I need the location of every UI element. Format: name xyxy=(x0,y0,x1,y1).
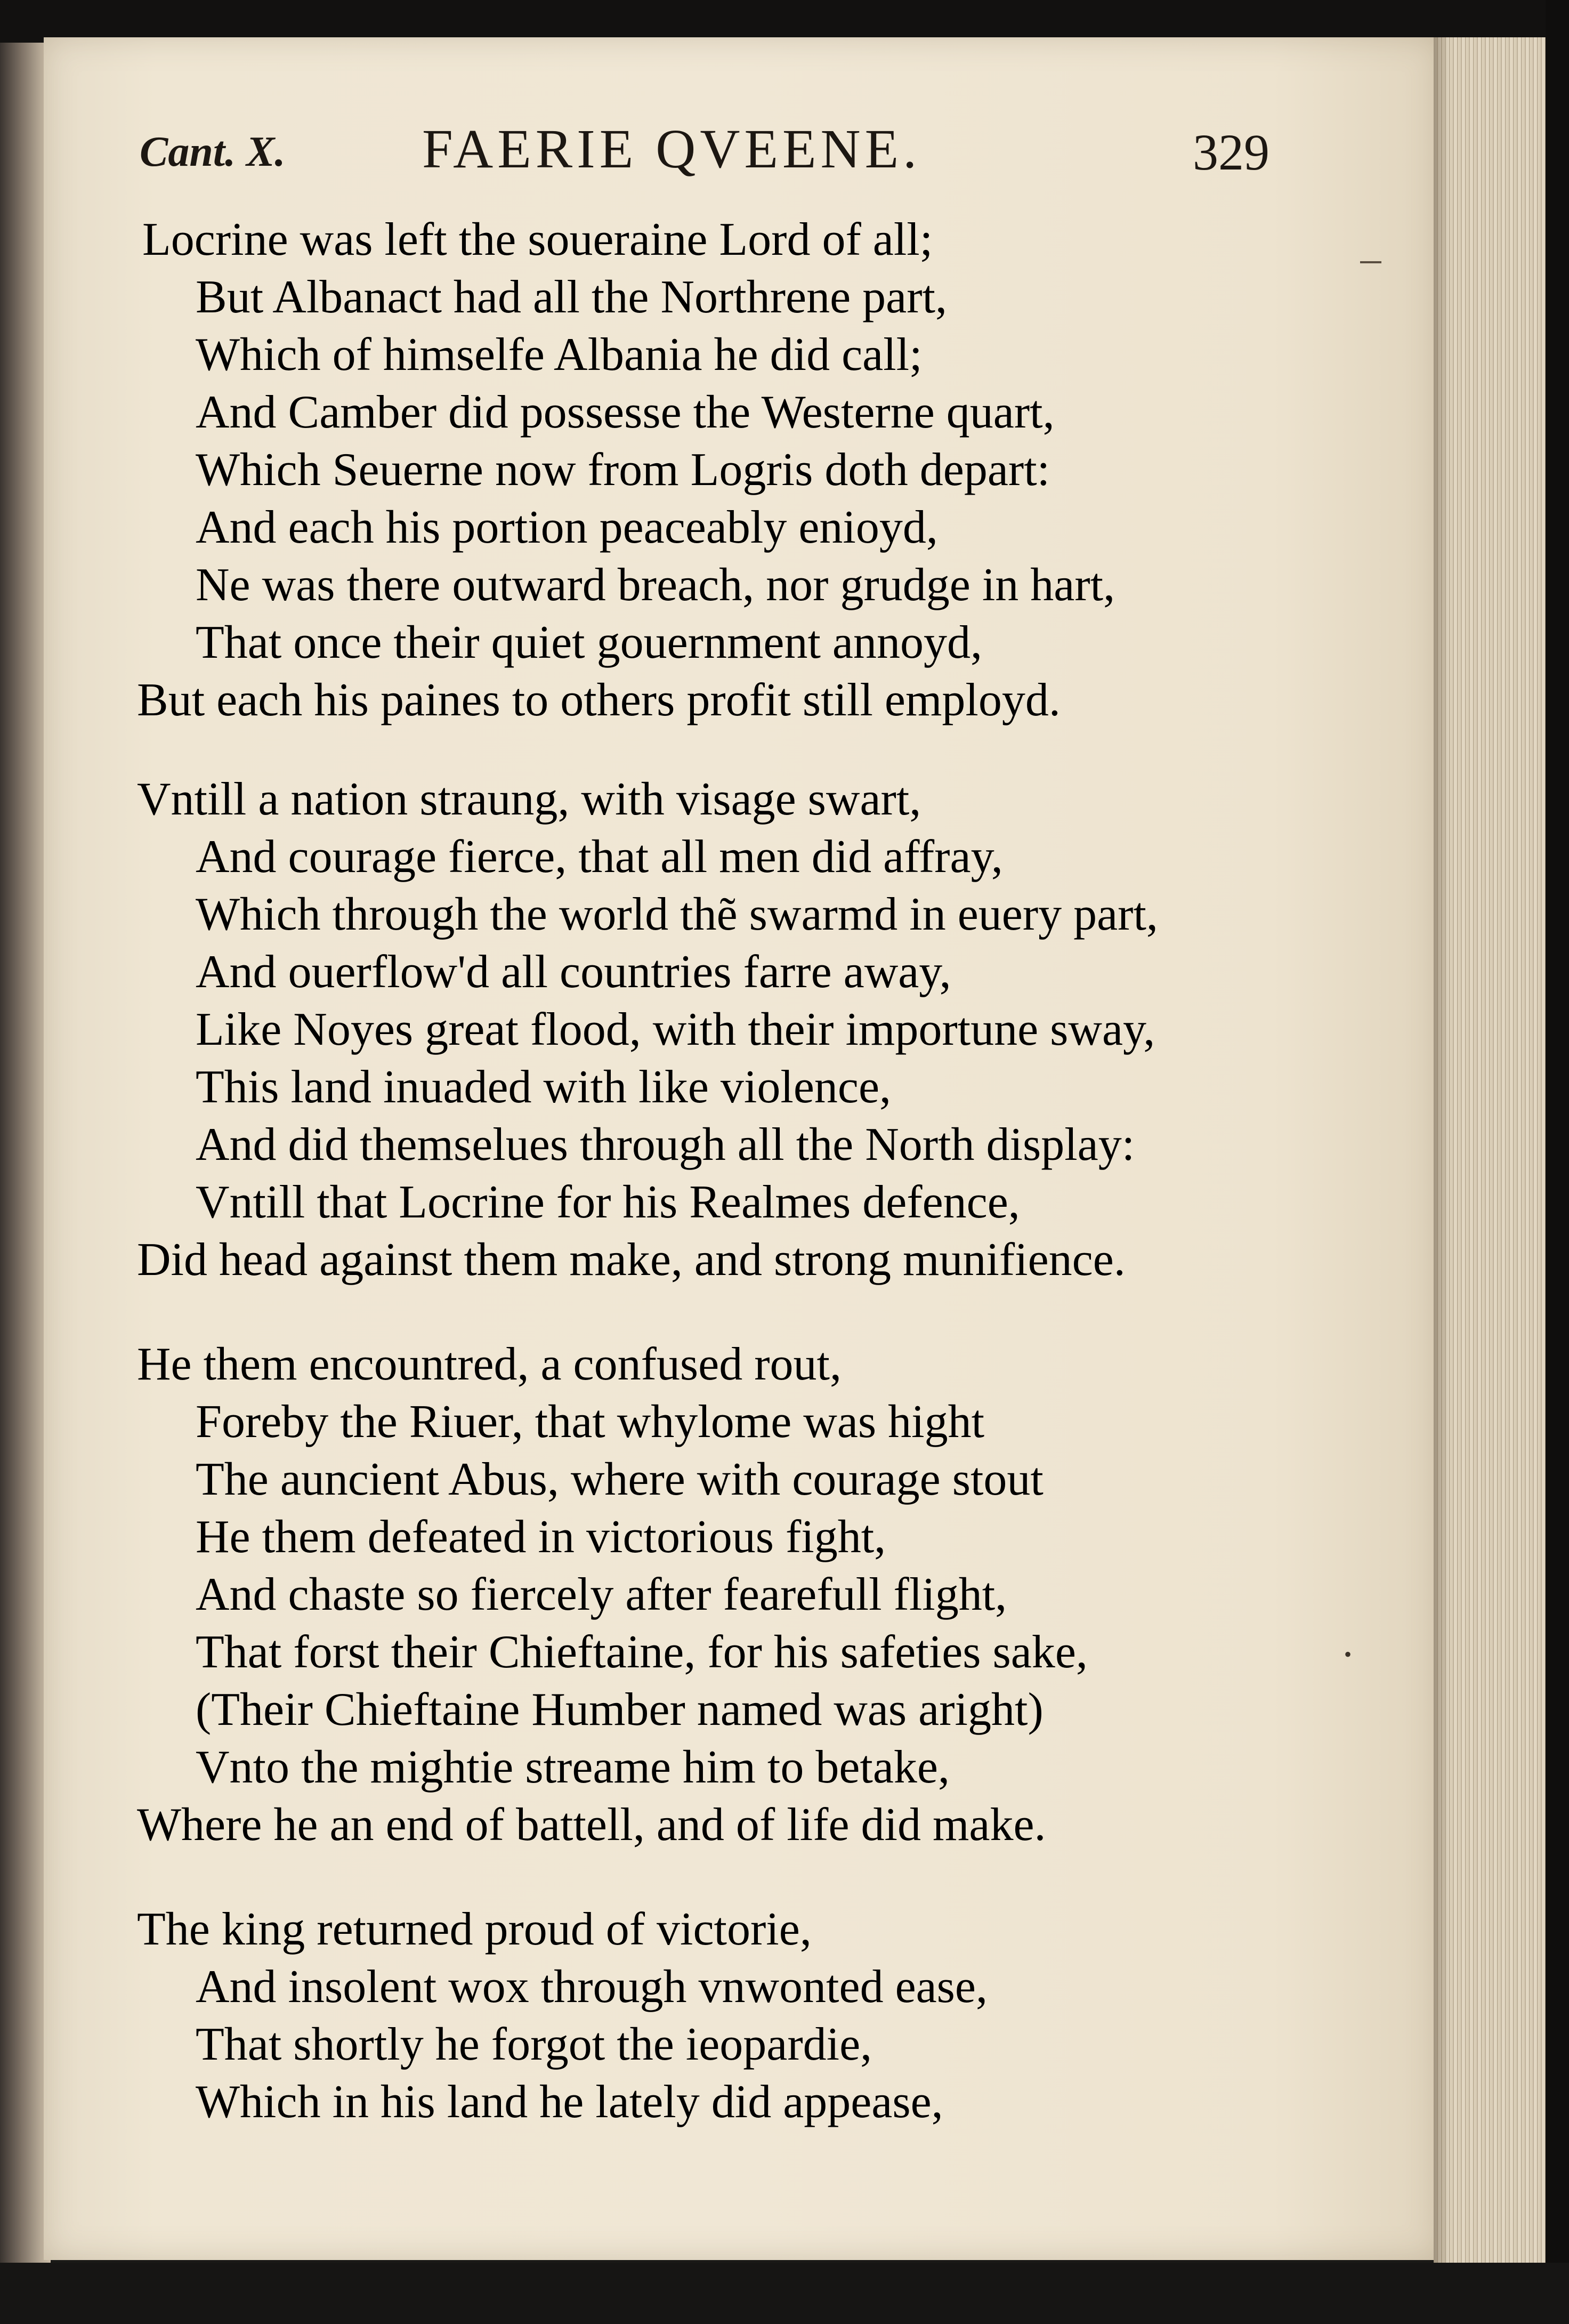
book-title: FAERIE QVEENE. xyxy=(422,118,921,180)
verse-line: He them defeated in victorious fight, xyxy=(196,1511,886,1563)
verse-line: The king returned proud of victorie, xyxy=(137,1903,812,1955)
verse-line: Which of himselfe Albania he did call; xyxy=(196,329,923,381)
verse-line: Vntill a nation straung, with visage swart, xyxy=(137,773,921,825)
verse-line: That forst their Chieftaine, for his safeties sake, xyxy=(196,1626,1088,1678)
verse-line: Which Seuerne now from Logris doth depart: xyxy=(196,444,1050,496)
verse-line: Foreby the Riuer, that whylome was hight xyxy=(196,1396,985,1448)
verse-line: Ne was there outward breach, nor grudge in hart, xyxy=(196,559,1115,611)
verse-line: Vntill that Locrine for his Realmes defence, xyxy=(196,1176,1020,1228)
verse-line: Where he an end of battell, and of life did make. xyxy=(137,1799,1046,1851)
margin-tick xyxy=(1360,261,1381,263)
verse-line: And courage fierce, that all men did affray, xyxy=(196,831,1003,883)
verse-line: This land inuaded with like violence, xyxy=(196,1061,892,1113)
page-number: 329 xyxy=(1193,124,1269,181)
verse-line: Vnto the mightie streame him to betake, xyxy=(196,1741,950,1793)
scan-background-top xyxy=(0,0,1569,43)
verse-line: But Albanact had all the Northrene part, xyxy=(196,271,947,323)
verse-line: Which through the world thẽ swarmd in euery part, xyxy=(196,889,1158,940)
scan-background-right xyxy=(1546,0,1569,2324)
page-stack-fore-edge xyxy=(1434,37,1546,2265)
scan-background-bottom xyxy=(0,2263,1569,2324)
book-page xyxy=(44,37,1440,2260)
verse-line: And insolent wox through vnwonted ease, xyxy=(196,1961,988,2013)
verse-line: Did head against them make, and strong munifience. xyxy=(137,1234,1126,1286)
verse-line: (Their Chieftaine Humber named was aright) xyxy=(196,1684,1044,1736)
verse-line: Like Noyes great flood, with their importune sway, xyxy=(196,1004,1155,1055)
fore-edge-shadow xyxy=(1434,37,1450,2265)
verse-line: That once their quiet gouernment annoyd, xyxy=(196,617,982,668)
verse-line: And chaste so fiercely after fearefull flight, xyxy=(196,1569,1007,1620)
verse-line: Which in his land he lately did appease, xyxy=(196,2076,943,2128)
verse-line: And did themselues through all the North display: xyxy=(196,1119,1135,1171)
verse-line: And Camber did possesse the Westerne quart, xyxy=(196,386,1055,438)
verse-line: The auncient Abus, where with courage stout xyxy=(196,1454,1044,1505)
verse-line: And ouerflow'd all countries farre away, xyxy=(196,946,951,998)
running-header xyxy=(140,117,1269,192)
verse-line: And each his portion peaceably enioyd, xyxy=(196,502,938,553)
verse-line: That shortly he forgot the ieopardie, xyxy=(196,2019,872,2070)
stray-mark: • xyxy=(1344,1642,1352,1666)
verse-line: Locrine was left the soueraine Lord of all; xyxy=(142,214,933,265)
previous-leaf-edge xyxy=(0,43,51,2303)
verse-line: He them encountred, a confused rout, xyxy=(137,1338,842,1390)
verse-line: But each his paines to others profit still employd. xyxy=(137,674,1061,726)
canto-label: Cant. X. xyxy=(140,128,286,175)
